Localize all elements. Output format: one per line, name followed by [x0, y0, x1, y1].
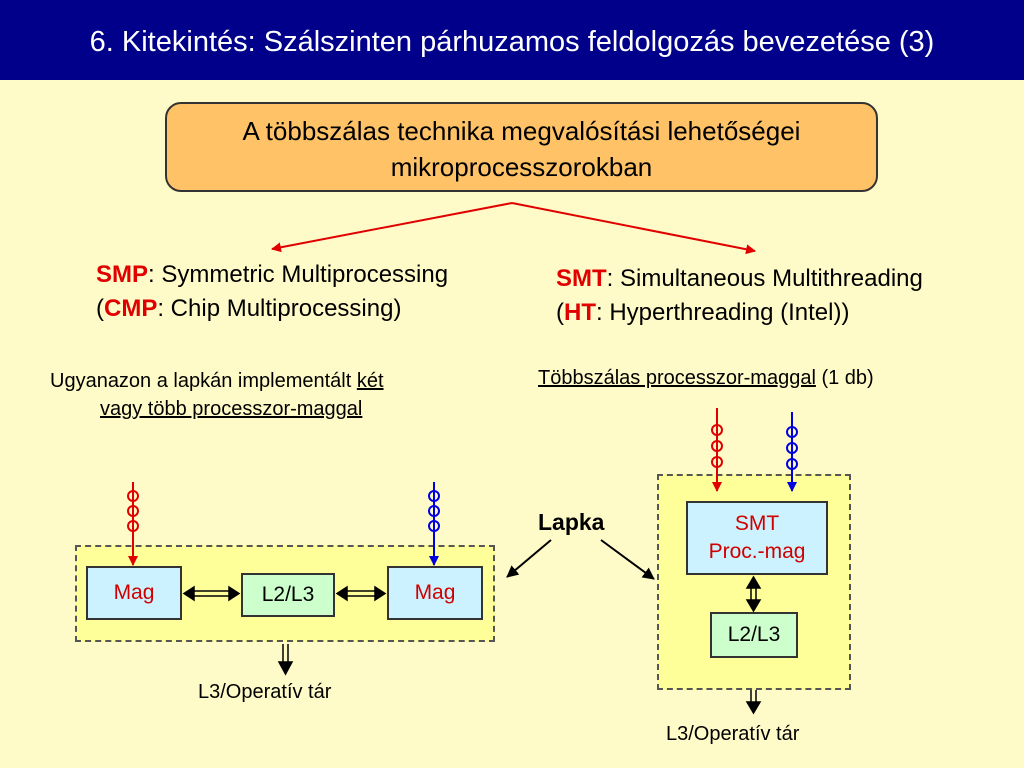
right-thread-blue: [787, 412, 797, 491]
left-core-cache-link-1: [184, 587, 239, 600]
lapka-label: Lapka: [538, 509, 605, 535]
left-memory-label: L3/Operatív tár: [198, 681, 332, 703]
right-core-cache-link: [747, 577, 760, 611]
smp-abbr: SMP: [96, 261, 149, 288]
smp-description-underlined1: két: [356, 370, 384, 392]
cmp-abbr: CMP: [104, 295, 158, 322]
smp-text: : Symmetric Multiprocessing: [148, 261, 449, 288]
smt-description-underlined: Többszálas processzor-maggal: [538, 367, 816, 389]
left-core-cache-link-2: [337, 587, 385, 600]
left-core-1: Mag: [86, 566, 182, 620]
ht-text: : Hyperthreading (Intel)): [596, 299, 850, 326]
lapka-arrow-left: [507, 540, 551, 577]
left-core-2: Mag: [387, 566, 483, 620]
lapka-arrow-right: [601, 540, 654, 579]
main-topic-line2: mikroprocesszorokban: [390, 152, 653, 182]
main-topic-line1: A többszálas technika megvalósítási lehetőségei: [242, 116, 801, 146]
right-memory-link: [747, 690, 760, 713]
left-thread-blue: [429, 482, 439, 565]
cmp-text: : Chip Multiprocessing): [157, 295, 402, 322]
branch-arrow-right: [512, 203, 755, 251]
ht-abbr: HT: [564, 299, 596, 326]
right-cache: L2/L3: [710, 612, 798, 658]
smt-description-suffix: (1 db): [815, 367, 874, 389]
smt-abbr: SMT: [556, 265, 607, 292]
left-thread-red: [128, 482, 138, 565]
smt-core-line2: Proc.-mag: [708, 540, 806, 563]
smp-description-prefix: Ugyanazon a lapkán implementált: [50, 370, 357, 392]
smt-core-line1: SMT: [734, 512, 780, 535]
slide-title: 6. Kitekintés: Szálszinten párhuzamos feldolgozás bevezetése (3): [89, 26, 935, 58]
smp-description-underlined2: vagy több processzor-maggal: [100, 398, 363, 420]
ht-open-paren: (: [556, 299, 564, 326]
right-memory-label: L3/Operatív tár: [666, 723, 800, 745]
branch-arrow-left: [272, 203, 512, 249]
smt-text: : Simultaneous Multithreading: [606, 265, 923, 292]
right-thread-red: [712, 408, 722, 491]
left-memory-link: [279, 644, 292, 674]
cmp-open-paren: (: [96, 295, 104, 322]
left-cache: L2/L3: [241, 573, 335, 617]
